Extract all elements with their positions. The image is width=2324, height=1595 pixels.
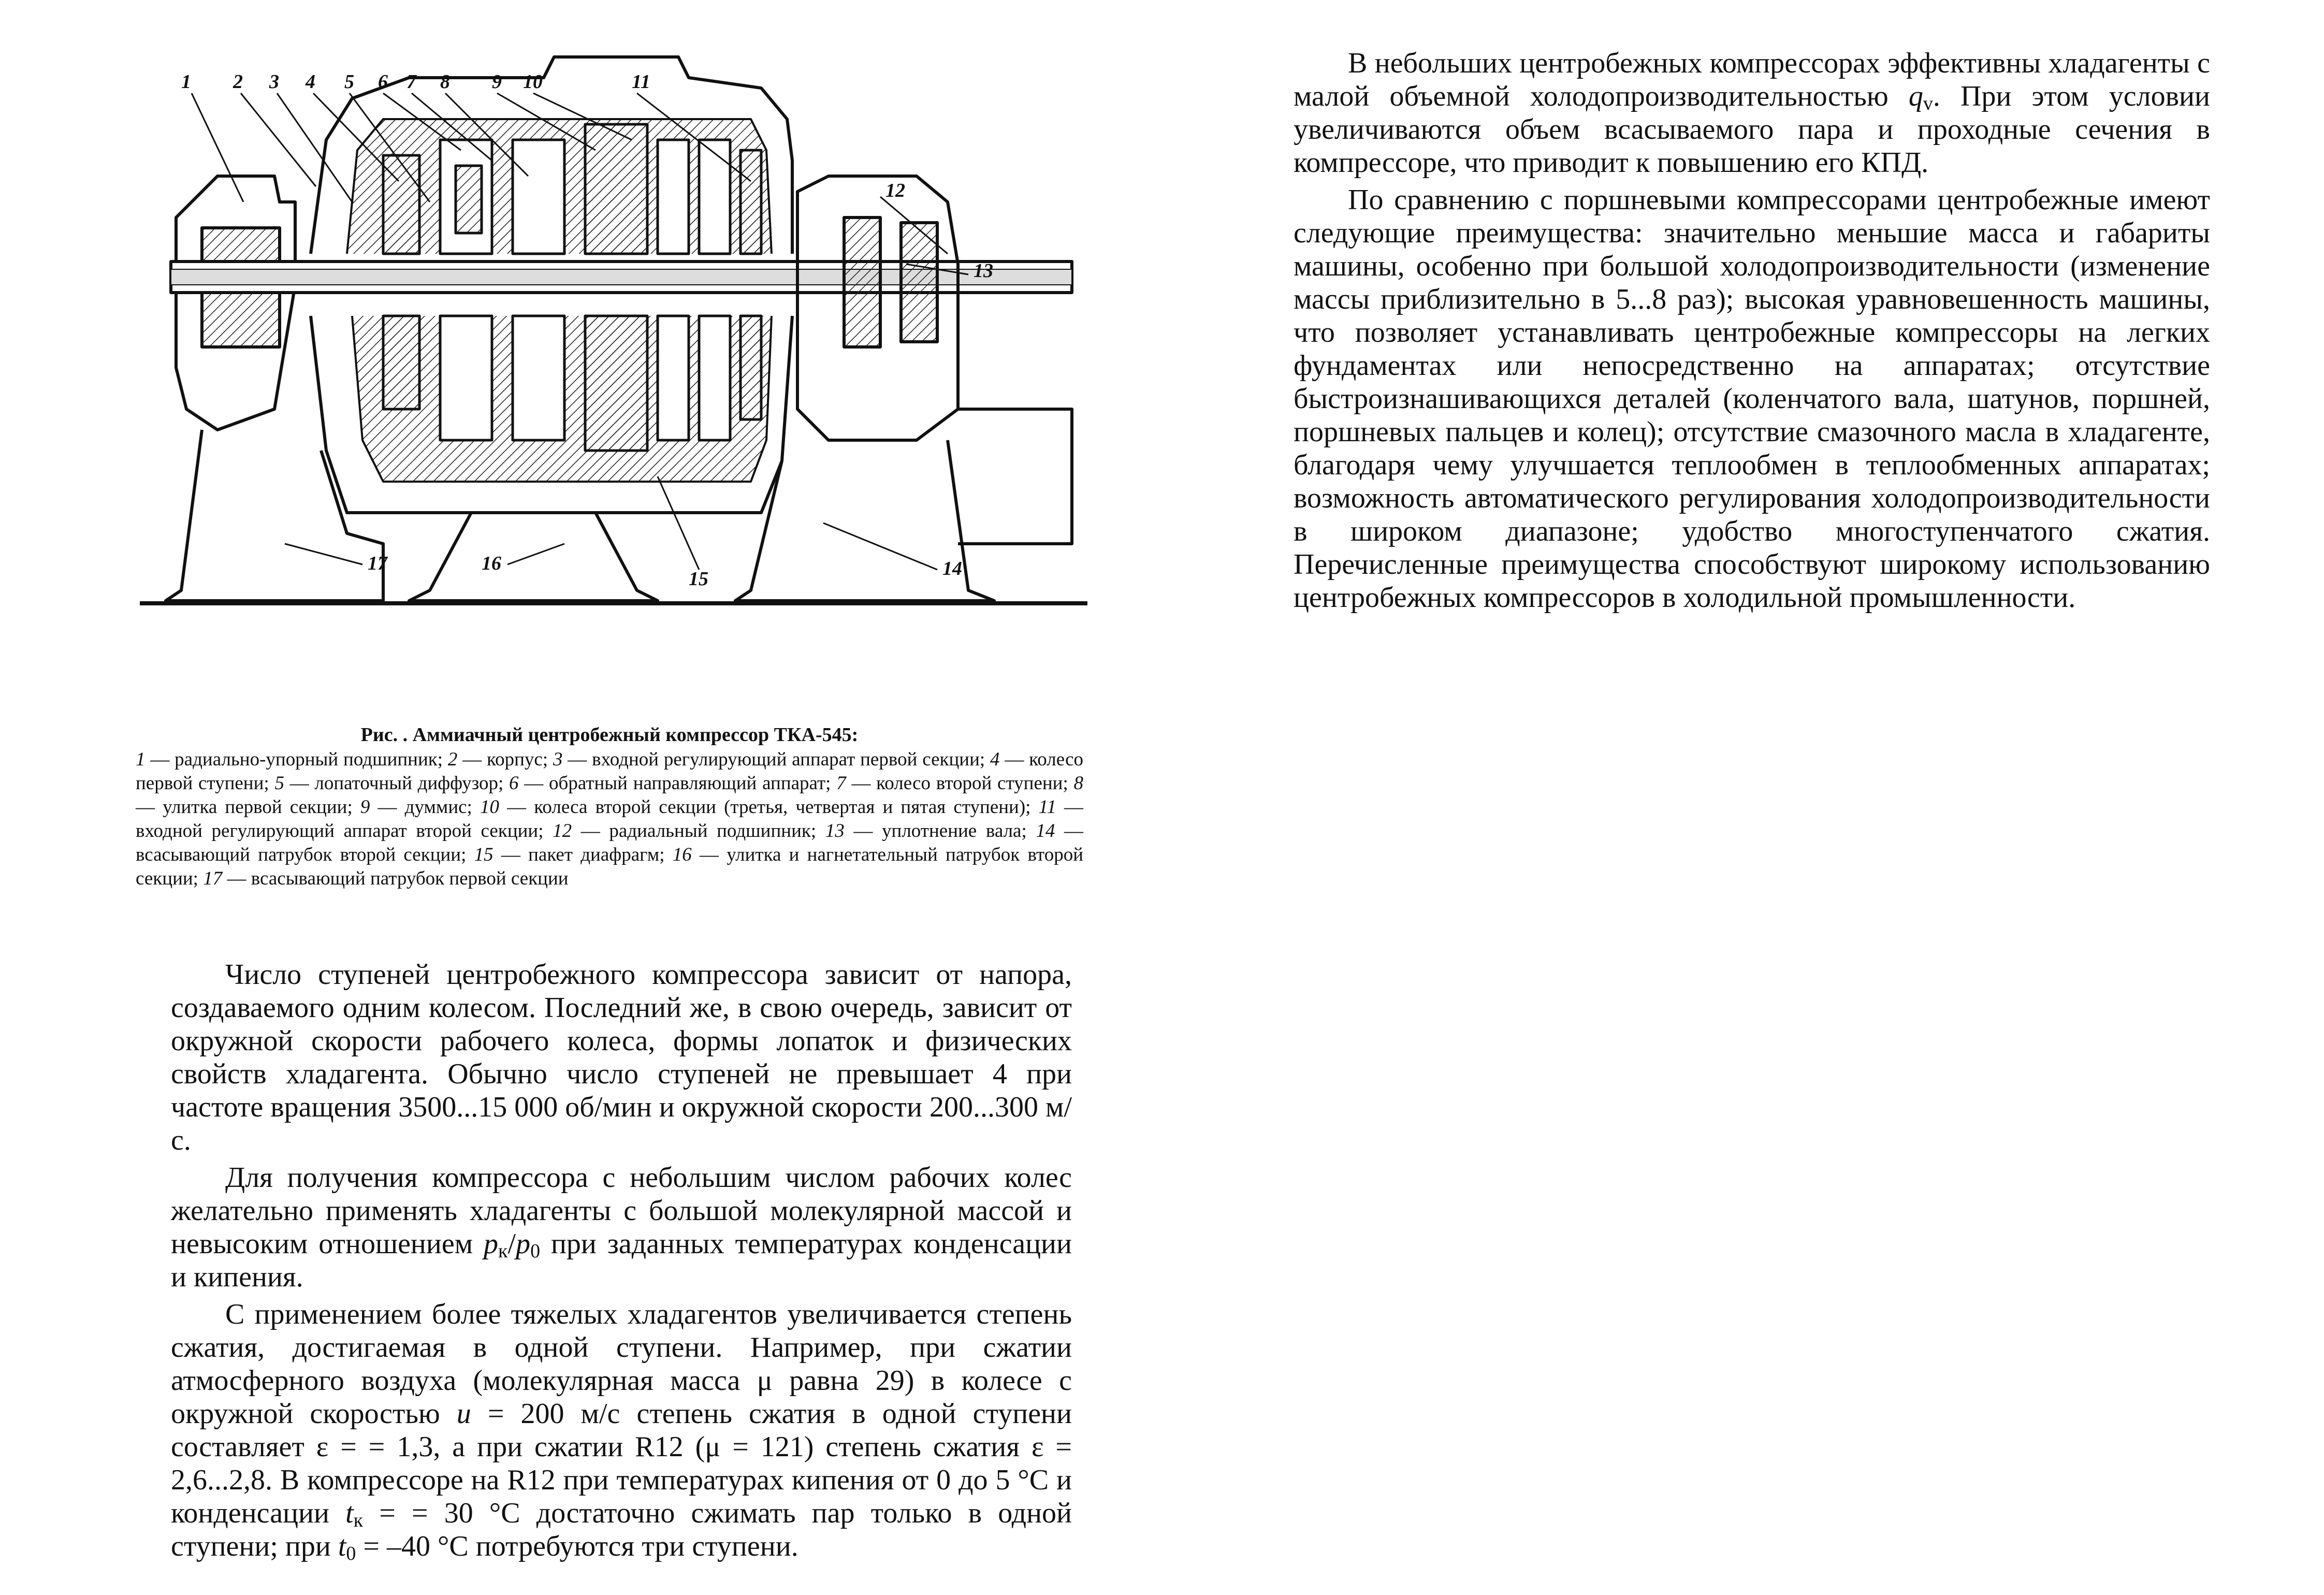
caption-num: 5 — [274, 773, 284, 794]
caption-num: 16 — [672, 844, 692, 865]
paragraph: Для получения компрессора с небольшим числом рабочих колес желательно применять хладагенты с большой молекулярной массой и невысоким отношением $p_к/p_0$ при заданных температурах конденсации и кипения. — [171, 1162, 1072, 1293]
caption-num: 10 — [480, 796, 499, 818]
caption-num: 8 — [1073, 773, 1083, 794]
caption-num: 9 — [360, 796, 370, 818]
caption-num: 15 — [474, 844, 493, 865]
callout-16: 16 — [482, 553, 501, 574]
compressor-drawing — [140, 47, 1087, 694]
paragraph: В небольших центробежных компрессорах эффективны хладагенты с малой объемной холодопроизводительностью $q_v$. При этом условии увеличиваются объем всасываемого пара и проходные сечения в компрессоре, что приводит к повышению его КПД. — [1294, 47, 2210, 179]
callout-1: 1 — [181, 71, 191, 93]
caption-num: 17 — [203, 868, 223, 889]
caption-num: 2 — [447, 749, 458, 770]
caption-num: 1 — [136, 749, 146, 770]
callout-8: 8 — [440, 71, 450, 93]
figure-caption — [136, 723, 1083, 891]
caption-items: 1 — радиально-упорный подшипник; 2 — корпус; 3 — входной регулирующий аппарат первой секции; 4 — колесо первой ступени; 5 — лопаточный диффузор; 6 — обратный направляющий аппарат; 7 — колесо второй ступени; 8 — улитка первой секции; 9 — думмис; 10 — колеса второй секции (третья, четвертая и пятая ступени); 11 — входной регулирующий аппарат второй секции; 12 — радиальный подшипник; 13 — уплотнение вала; 14 — всасывающий патрубок второй секции; 15 — пакет диафрагм; 16 — улитка и нагнетательный патрубок второй секции; 17 — всасывающий патрубок первой секции — [136, 749, 1084, 889]
caption-num: 7 — [836, 773, 846, 794]
right-flange — [958, 409, 1072, 544]
discharge-pipe-second — [409, 513, 658, 601]
callout-6: 6 — [378, 71, 388, 93]
caption-num: 11 — [1038, 796, 1056, 818]
paragraph: По сравнению с поршневыми компрессорами центробежные имеют следующие преимущества: значительно меньшие масса и габариты машины, особенно при большой холодопроизводительности (изменение массы приблизительно в 5...8 раз); высокая уравновешенность машины, что позволяет устанавливать центробежные компрессоры на легких фундаментах или непосредственно на аппаратах; отсутствие быстроизнашивающихся деталей (коленчатого вала, шатунов, поршней, поршневых пальцев и колец); отсутствие смазочного масла в хладагенте, благодаря чему улучшается теплообмен в теплообменных аппаратах; возможность автоматического регулирования холодопроизводительности в широком диапазоне; удобство многоступенчатого сжатия. Перечисленные преимущества способствуют широкому использованию центробежных компрессоров в холодильной промышленности. — [1294, 184, 2210, 614]
callout-13: 13 — [974, 260, 993, 282]
compressor-figure — [140, 47, 1087, 694]
radial-bearing — [844, 218, 880, 347]
caption-num: 3 — [553, 749, 563, 770]
paragraph: Число ступеней центробежного компрессора зависит от напора, создаваемого одним колесом. Последний же, в свою очередь, зависит от окружной скорости рабочего колеса, формы лопаток и физических свойств хладагента. Обычно число ступеней не превышает 4 при частоте вращения 3500...15 000 об/мин и окружной скорости 200...300 м/с. — [171, 959, 1072, 1156]
caption-num: 12 — [553, 820, 572, 842]
caption-num: 4 — [990, 749, 1000, 770]
callout-17: 17 — [368, 553, 387, 574]
caption-num: 14 — [1036, 820, 1055, 842]
callout-4: 4 — [306, 71, 315, 93]
left-body-text — [171, 958, 1072, 1567]
right-body-text — [1294, 47, 2210, 618]
callout-12: 12 — [885, 180, 905, 201]
caption-title: Рис. . Аммиачный центробежный компрессор ТКА-545: — [360, 724, 859, 746]
suction-pipe-first — [166, 430, 383, 601]
callout-5: 5 — [344, 71, 354, 93]
callout-2: 2 — [233, 71, 243, 93]
callout-15: 15 — [689, 568, 708, 590]
callout-7: 7 — [406, 71, 416, 93]
caption-num: 6 — [509, 773, 519, 794]
right-page — [1162, 0, 2324, 1595]
caption-num: 13 — [825, 820, 845, 842]
callout-9: 9 — [492, 71, 502, 93]
paragraph: С применением более тяжелых хладагентов увеличивается степень сжатия, достигаемая в одной ступени. Например, при сжатии атмосферного воздуха (молекулярная масса μ равна 29) в колесе с окружной скоростью u = 200 м/с степень сжатия в одной ступени составляет ε = = 1,3, а при сжатии R12 (μ = 121) степень сжатия ε = 2,6...2,8. В компрессоре на R12 при температурах кипения от 0 до 5 °С и конденсации $t_к$ = = 30 °С достаточно сжимать пар только в одной ступени; при $t_0 = -40$ °С потребуются три ступени. — [171, 1298, 1072, 1564]
callout-3: 3 — [269, 71, 279, 93]
callout-14: 14 — [942, 558, 962, 579]
callout-11: 11 — [632, 71, 650, 93]
callout-10: 10 — [523, 71, 543, 93]
